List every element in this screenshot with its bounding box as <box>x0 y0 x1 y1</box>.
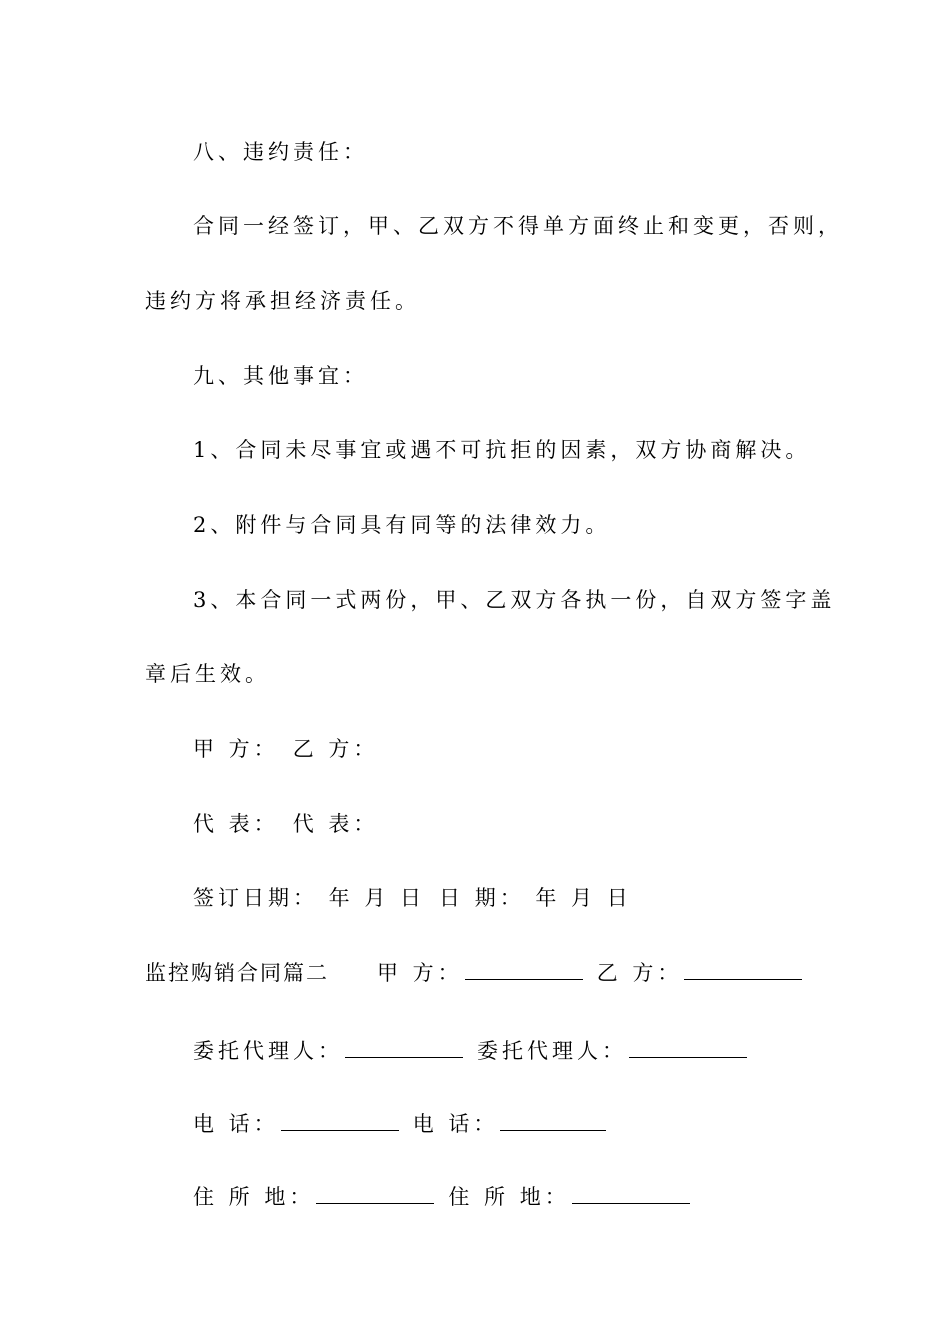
address-a-label: 住 所 地： <box>193 1185 315 1209</box>
representative-a-label: 代 表： <box>193 812 279 836</box>
phone-row <box>193 1110 606 1138</box>
contract-2-party-b-label: 乙 方： <box>596 961 683 985</box>
section-8-paragraph-line-2: 违约方将承担经济责任。 <box>145 289 420 313</box>
agent-b-label: 委托代理人： <box>477 1039 627 1063</box>
phone-a-blank <box>281 1129 399 1131</box>
contract-2-title: 监控购销合同篇二 <box>145 961 329 985</box>
party-signature-row <box>193 735 378 763</box>
date-row <box>193 884 632 912</box>
contract-2-party-a-label: 甲 方： <box>377 961 463 985</box>
section-9-heading: 九、其他事宜： <box>193 364 368 388</box>
phone-a-label: 电 话： <box>193 1112 279 1136</box>
sign-date-label: 签订日期： 年 月 日 <box>193 886 426 910</box>
representative-row <box>193 810 378 838</box>
section-8-paragraph-line-1: 合同一经签订，甲、乙双方不得单方面终止和变更，否则， <box>193 214 843 238</box>
phone-b-blank <box>500 1129 606 1131</box>
phone-b-label: 电 话： <box>412 1112 499 1136</box>
agent-a-label: 委托代理人： <box>193 1039 343 1063</box>
agent-b-blank <box>629 1056 747 1058</box>
party-b-label: 乙 方： <box>292 737 379 761</box>
party-a-blank <box>465 978 583 980</box>
section-9-item-3-line-1: 3、本合同一式两份，甲、乙双方各执一份，自双方签字盖 <box>193 588 836 612</box>
section-9-item-2: 2、附件与合同具有同等的法律效力。 <box>193 513 611 537</box>
address-b-blank <box>572 1202 690 1204</box>
agent-row <box>193 1037 747 1065</box>
representative-b-label: 代 表： <box>292 812 379 836</box>
agent-a-blank <box>345 1056 463 1058</box>
address-row <box>193 1183 690 1211</box>
section-9-item-3-line-2: 章后生效。 <box>145 662 270 686</box>
party-a-label: 甲 方： <box>193 737 279 761</box>
date-label: 日 期： 年 月 日 <box>439 886 632 910</box>
section-9-item-1: 1、合同未尽事宜或遇不可抗拒的因素，双方协商解决。 <box>193 438 811 462</box>
section-8-heading: 八、违约责任： <box>193 140 368 164</box>
party-b-blank <box>684 978 802 980</box>
address-a-blank <box>316 1202 434 1204</box>
contract-2-party-row <box>145 959 802 987</box>
address-b-label: 住 所 地： <box>448 1185 570 1209</box>
